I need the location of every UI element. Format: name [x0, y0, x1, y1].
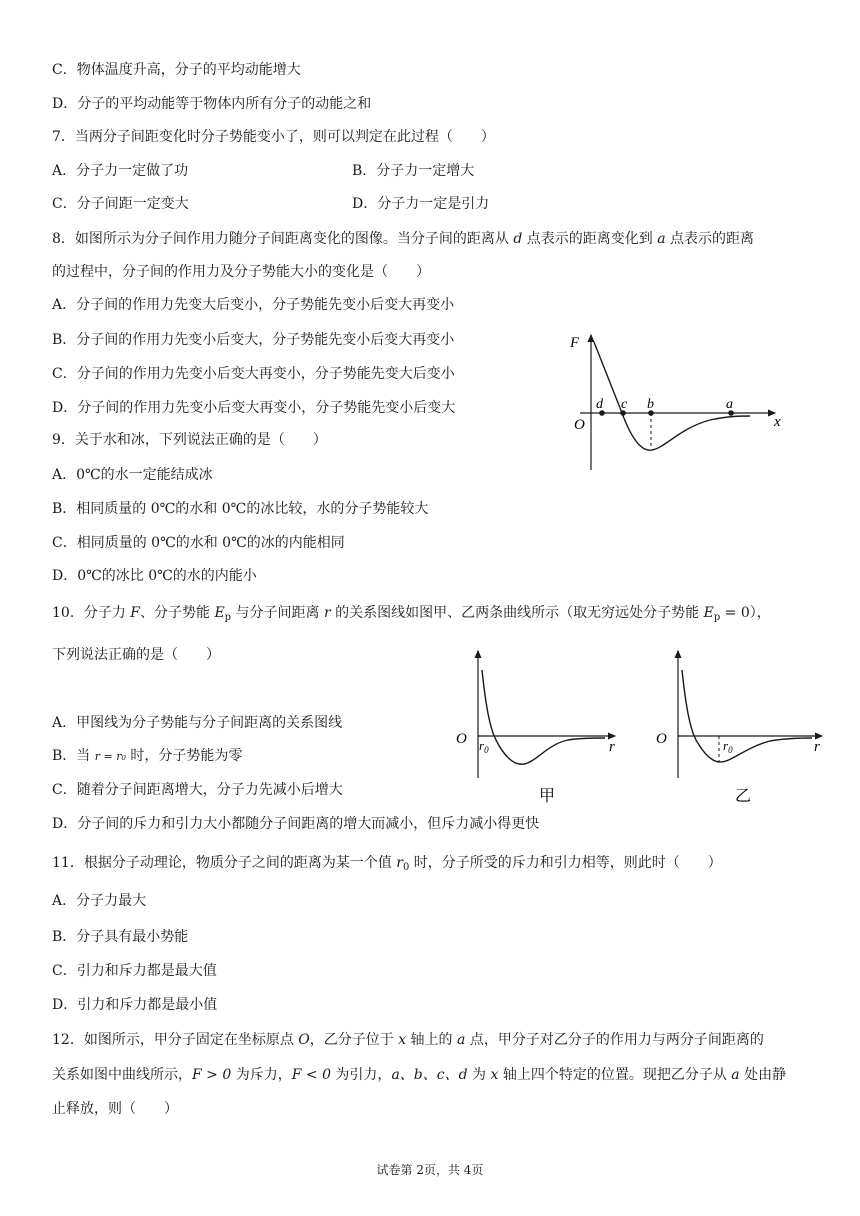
- q7-option-d: D．分子力一定是引力: [352, 196, 490, 212]
- q8-force-graph: [560, 330, 800, 475]
- q10-option-d: D．分子间的斥力和引力大小都随分子间距离的增大而减小，但斥力减小得更快: [52, 816, 540, 832]
- q12-stem-line1: 12．如图所示，甲分子固定在坐标原点 O，乙分子位于 x 轴上的 a 点，甲分子对乙分子的作用力与两分子间距离的: [52, 1032, 764, 1048]
- jia-label-r: r: [609, 739, 615, 755]
- q6-option-d: D．分子的平均动能等于物体内所有分子的动能之和: [52, 96, 372, 112]
- q8-label-O: O: [574, 417, 585, 433]
- q8-option-d: D．分子间的作用力先变小后变大再变小，分子势能先变小后变大: [52, 400, 456, 416]
- yi-caption: 乙: [735, 788, 752, 805]
- q10-option-a: A．甲图线为分子势能与分子间距离的关系图线: [52, 715, 343, 731]
- jia-label-O: O: [456, 731, 467, 747]
- yi-curve: [682, 670, 812, 762]
- q10-stem-line1: 10．分子力 F、分子势能 $E_p$ 与分子间距离 r 的关系图线如图甲、乙两条曲线所示（取无穷远处分子势能 $E_p = 0$），: [52, 605, 771, 623]
- yi-label-r0: $r_0$: [723, 738, 733, 755]
- q10-stem-line2: 下列说法正确的是（ ）: [52, 647, 220, 663]
- q9-option-c: C．相同质量的 0℃的水和 0℃的冰的内能相同: [52, 535, 345, 551]
- q8-stem-line2: 的过程中，分子间的作用力及分子势能大小的变化是（ ）: [52, 264, 430, 280]
- q9-stem: 9．关于水和冰，下列说法正确的是（ ）: [52, 432, 327, 448]
- q12-stem-line2: 关系如图中曲线所示，F > 0 为斥力，F < 0 为引力，a、b、c、d 为 x 轴上四个特定的位置。现把乙分子从 a 处由静: [52, 1067, 787, 1083]
- yi-label-O: O: [656, 731, 667, 747]
- q7-option-a: A．分子力一定做了功: [52, 163, 189, 179]
- q8-stem-line1: 8．如图所示为分子间作用力随分子间距离变化的图像。当分子间的距离从 d 点表示的距离变化到 a 点表示的距离: [52, 231, 755, 247]
- q9-option-d: D．0℃的冰比 0℃的水的内能小: [52, 568, 257, 584]
- yi-label-r: r: [814, 739, 820, 755]
- q9-option-a: A．0℃的水一定能结成冰: [52, 467, 213, 483]
- q10-option-c: C．随着分子间距离增大，分子力先减小后增大: [52, 782, 343, 798]
- q11-option-c: C．引力和斥力都是最大值: [52, 963, 217, 979]
- q7-option-c: C．分子间距一定变大: [52, 196, 189, 212]
- q8-option-a: A．分子间的作用力先变大后变小，分子势能先变小后变大再变小: [52, 297, 455, 313]
- q8-label-c: c: [621, 397, 628, 412]
- jia-caption: 甲: [539, 788, 556, 805]
- q11-option-a: A．分子力最大: [52, 893, 147, 909]
- q10-option-b: B．当 r = r₀ 时，分子势能为零: [52, 748, 243, 764]
- q10-graph-yi: [652, 648, 832, 808]
- jia-label-r0: $r_0$: [479, 738, 489, 755]
- q8-label-a: a: [726, 397, 733, 412]
- q8-label-b: b: [647, 397, 654, 412]
- q11-option-b: B．分子具有最小势能: [52, 929, 189, 945]
- q7-stem: 7．当两分子间距变化时分子势能变小了，则可以判定在此过程（ ）: [52, 129, 495, 145]
- q8-option-b: B．分子间的作用力先变小后变大，分子势能先变小后变大再变小: [52, 332, 455, 348]
- q11-option-d: D．引力和斥力都是最小值: [52, 997, 218, 1013]
- q8-label-F: F: [570, 335, 580, 351]
- q8-label-x: x: [774, 414, 781, 430]
- q8-option-c: C．分子间的作用力先变小后变大再变小，分子势能先变大后变小: [52, 366, 455, 382]
- q6-option-c: C．物体温度升高，分子的平均动能增大: [52, 62, 301, 78]
- q7-option-b: B．分子力一定增大: [352, 163, 475, 179]
- jia-curve: [482, 670, 605, 764]
- q11-stem: 11．根据分子动理论，物质分子之间的距离为某一个值 $r_0$ 时，分子所受的斥力和引力相等，则此时（ ）: [52, 855, 722, 873]
- q12-stem-line3: 止释放，则（ ）: [52, 1101, 178, 1117]
- q10-graph-jia: [450, 648, 630, 808]
- q9-option-b: B．相同质量的 0℃的水和 0℃的冰比较，水的分子势能较大: [52, 501, 429, 517]
- page-footer: 试卷第 2页，共 4页: [376, 1163, 484, 1177]
- q8-label-d: d: [596, 397, 603, 412]
